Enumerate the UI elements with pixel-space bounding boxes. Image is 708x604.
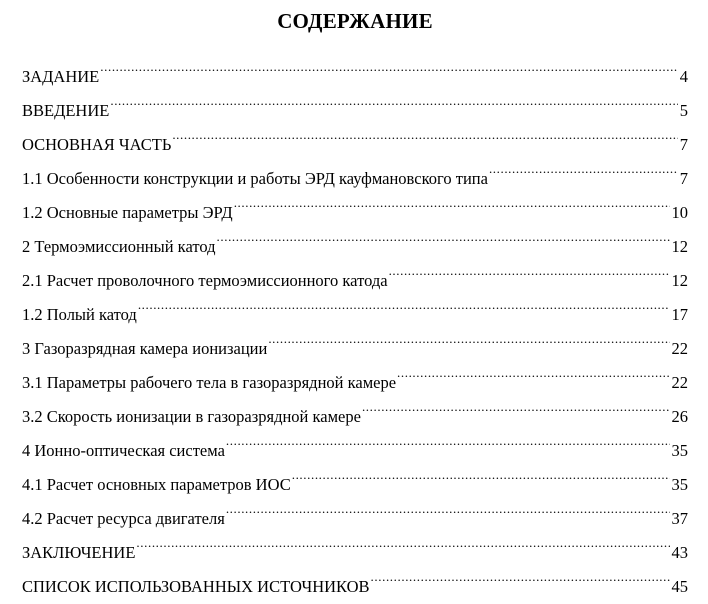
toc-entry-label: 1.2 Полый катод — [22, 305, 137, 324]
dot-leader — [171, 116, 677, 150]
toc-entry-label: 3.1 Параметры рабочего тела в газоразрядной камере — [22, 373, 397, 392]
toc-entry[interactable] — [22, 116, 688, 154]
dot-leader — [225, 490, 670, 524]
dot-leader — [361, 388, 670, 422]
toc-entry-page: 7 — [679, 169, 688, 188]
toc-entry-label: 2 Термоэмиссионный катод — [22, 237, 216, 256]
toc-entry-label: 3.2 Скорость ионизации в газоразрядной камере — [22, 407, 361, 426]
toc-entry-label: ОСНОВНАЯ ЧАСТЬ — [22, 135, 172, 154]
toc-entry-page: 7 — [679, 135, 688, 154]
dot-leader — [267, 320, 669, 354]
toc-entry[interactable] — [22, 82, 688, 120]
toc-entry-page: 35 — [671, 475, 688, 494]
toc-entry-page: 10 — [671, 203, 688, 222]
toc-entry-label: 3 Газоразрядная камера ионизации — [22, 339, 268, 358]
toc-entry-label: ЗАДАНИЕ — [22, 67, 100, 86]
toc-entry-label: 1.2 Основные параметры ЭРД — [22, 203, 233, 222]
toc-entry-label: 4 Ионно-оптическая система — [22, 441, 225, 460]
toc-entry-page: 43 — [671, 543, 688, 562]
table-of-contents — [22, 48, 688, 596]
toc-entry-page: 12 — [671, 237, 688, 256]
dot-leader — [109, 82, 677, 116]
toc-entry[interactable] — [22, 48, 688, 86]
toc-entry-page: 22 — [671, 339, 688, 358]
dot-leader — [488, 150, 678, 184]
dot-leader — [137, 286, 670, 320]
toc-entry-page: 4 — [679, 67, 688, 86]
dot-leader — [216, 218, 670, 252]
toc-entry-page: 26 — [671, 407, 688, 426]
dot-leader — [99, 48, 677, 82]
dot-leader — [291, 456, 670, 490]
toc-entry-label: СПИСОК ИСПОЛЬЗОВАННЫХ ИСТОЧНИКОВ — [22, 577, 370, 596]
toc-entry-label: 1.1 Особенности конструкции и работы ЭРД кауфмановского типа — [22, 169, 488, 188]
page-title: СОДЕРЖАНИЕ — [277, 9, 433, 33]
toc-entry-page: 22 — [671, 373, 688, 392]
toc-entry-page: 17 — [671, 305, 688, 324]
toc-entry-label: 2.1 Расчет проволочного термоэмиссионного катода — [22, 271, 388, 290]
dot-leader — [396, 354, 669, 388]
dot-leader — [225, 422, 670, 456]
dot-leader — [233, 184, 670, 218]
toc-entry-page: 35 — [671, 441, 688, 460]
toc-entry-page: 37 — [671, 509, 688, 528]
dot-leader — [370, 558, 670, 592]
toc-entry-label: ЗАКЛЮЧЕНИЕ — [22, 543, 136, 562]
toc-entry-page: 45 — [671, 577, 688, 596]
toc-entry-page: 5 — [679, 101, 688, 120]
toc-entry-label: 4.1 Расчет основных параметров ИОС — [22, 475, 291, 494]
toc-entry-label: ВВЕДЕНИЕ — [22, 101, 110, 120]
toc-entry-label: 4.2 Расчет ресурса двигателя — [22, 509, 225, 528]
toc-entry-page: 12 — [671, 271, 688, 290]
dot-leader — [135, 524, 669, 558]
dot-leader — [388, 252, 670, 286]
